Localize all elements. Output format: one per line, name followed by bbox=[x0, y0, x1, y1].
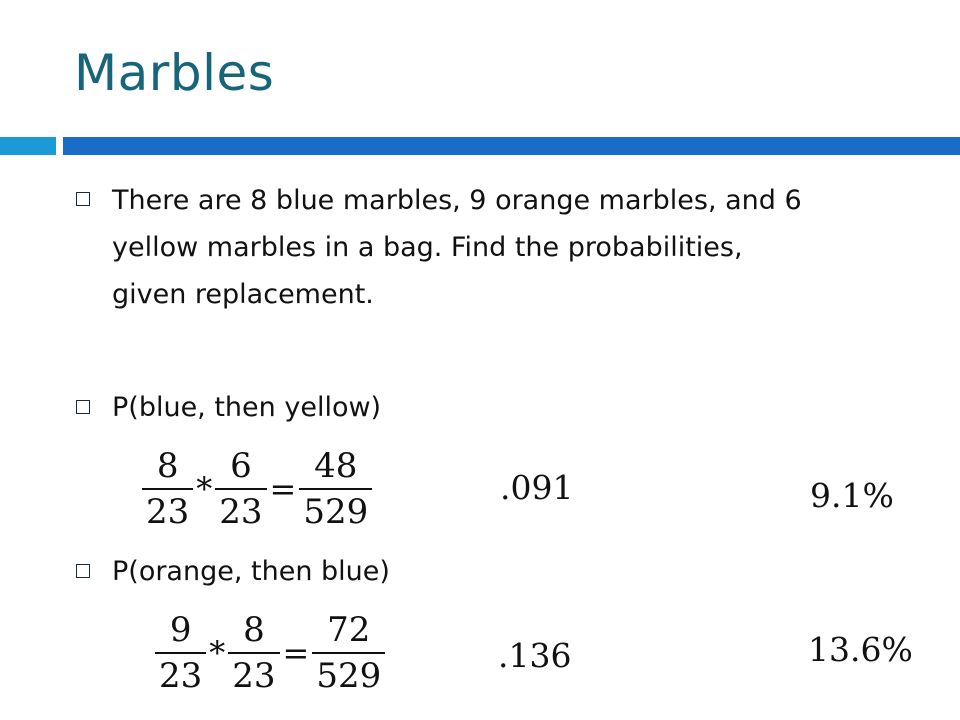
fraction bbox=[312, 610, 385, 696]
fraction-bar bbox=[155, 652, 206, 654]
denominator: 23 bbox=[159, 656, 203, 696]
multiply-operator: * bbox=[196, 470, 213, 508]
numerator: 9 bbox=[169, 610, 192, 650]
equals-operator: = bbox=[282, 634, 310, 672]
equation-blue-yellow bbox=[142, 446, 372, 532]
bullet-square-icon bbox=[76, 192, 90, 206]
denominator: 529 bbox=[316, 656, 382, 696]
bullet-line: yellow marbles in a bag. Find the probabilities, bbox=[112, 232, 743, 263]
bullet-text-problem bbox=[112, 177, 802, 318]
percent-result: 9.1% bbox=[810, 476, 894, 515]
decimal-result: .136 bbox=[498, 636, 572, 675]
equals-operator: = bbox=[269, 470, 297, 508]
bullet-square-icon bbox=[76, 564, 90, 578]
denominator: 23 bbox=[219, 492, 263, 532]
fraction-bar bbox=[312, 652, 385, 654]
equation-orange-blue bbox=[155, 610, 385, 696]
title-rule bbox=[63, 137, 960, 155]
fraction-bar bbox=[142, 488, 193, 490]
fraction-bar bbox=[228, 652, 279, 654]
numerator: 72 bbox=[327, 610, 371, 650]
bullet-text-blue-yellow: P(blue, then yellow) bbox=[112, 392, 382, 423]
fraction-bar bbox=[215, 488, 266, 490]
slide-title: Marbles bbox=[74, 44, 275, 102]
fraction bbox=[215, 446, 266, 532]
multiply-operator: * bbox=[209, 634, 226, 672]
bullet-line: given replacement. bbox=[112, 279, 374, 310]
denominator: 23 bbox=[146, 492, 190, 532]
bullet-square-icon bbox=[76, 400, 90, 414]
numerator: 6 bbox=[230, 446, 252, 486]
fraction bbox=[299, 446, 372, 532]
title-rule-accent bbox=[0, 137, 56, 155]
fraction bbox=[142, 446, 193, 532]
numerator: 8 bbox=[243, 610, 265, 650]
fraction bbox=[228, 610, 279, 696]
fraction-bar bbox=[299, 488, 372, 490]
fraction bbox=[155, 610, 206, 696]
numerator: 8 bbox=[156, 446, 179, 486]
denominator: 23 bbox=[232, 656, 276, 696]
decimal-result: .091 bbox=[500, 468, 574, 507]
bullet-line: There are 8 blue marbles, 9 orange marbles, and 6 bbox=[112, 185, 802, 216]
percent-result: 13.6% bbox=[808, 630, 913, 669]
bullet-text-orange-blue: P(orange, then blue) bbox=[112, 556, 390, 587]
denominator: 529 bbox=[303, 492, 369, 532]
numerator: 48 bbox=[314, 446, 358, 486]
